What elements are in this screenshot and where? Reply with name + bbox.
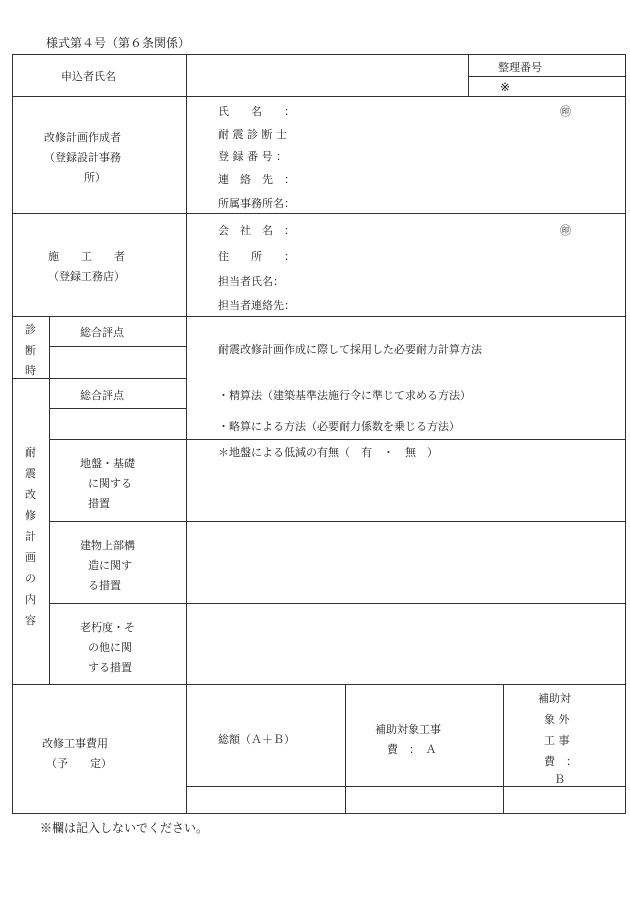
contractor-field-contact: 担当者連絡先：	[218, 299, 295, 312]
row-divider	[12, 378, 186, 379]
cost-nonsubsidy-label: 補助対	[538, 692, 571, 705]
aging-measure-label: 老朽度・そ	[80, 621, 135, 634]
seiri-divider	[468, 76, 625, 77]
renovation-side-label: 内	[25, 593, 36, 606]
upper-measure-label: る措置	[88, 579, 121, 592]
row-divider	[12, 213, 625, 214]
ground-measure-label: 地盤・基礎	[80, 457, 135, 470]
cost-divider	[345, 684, 346, 814]
planner-field-office: 所属事務所名：	[218, 197, 295, 210]
cost-total-label: 総額（Ａ＋Ｂ）	[218, 733, 295, 746]
seiri-label: 整理番号	[498, 61, 542, 74]
planner-label: 所）	[84, 171, 106, 184]
diagnosis-method-text: 耐震改修計画作成に際して採用した必要耐力計算方法	[218, 343, 482, 356]
diagnosis-overall-label: 総合評点	[80, 326, 124, 339]
contractor-label: （登録工務店）	[48, 270, 125, 283]
upper-measure-label: 造に関す	[88, 559, 132, 572]
method-option-ryakusan: ・略算による方法（必要耐力係数を乗じる方法）	[218, 420, 460, 433]
seal-icon: ㊞	[560, 224, 571, 237]
renovation-side-label: 画	[25, 551, 36, 564]
planner-field-number: 登 録 番 号 ：	[218, 150, 287, 163]
row-divider	[12, 316, 625, 317]
renovation-side-label: の	[25, 572, 36, 585]
row-divider	[49, 603, 625, 604]
renovation-side-label: 修	[25, 509, 36, 522]
planner-field-name: 氏 名 ：	[218, 105, 295, 118]
ground-measure-label: に関する	[88, 477, 132, 490]
cost-label: 改修工事費用	[42, 737, 108, 750]
row-divider	[49, 346, 186, 347]
ground-reduction-text: ＊地盤による低減の有無（ 有 ・ 無 ）	[218, 446, 438, 459]
cost-divider	[186, 786, 625, 787]
cost-nonsubsidy-label: 費 ：	[544, 755, 577, 768]
cost-nonsubsidy-label: Ｂ	[554, 773, 565, 786]
cost-nonsubsidy-label: 工 事	[544, 734, 570, 747]
renovation-side-label: 容	[25, 614, 36, 627]
footer-note: ※欄は記入しないでください。	[40, 821, 209, 835]
table-border-bottom	[12, 813, 625, 814]
cost-subsidy-label: 費 ： Ａ	[387, 743, 437, 756]
diagnosis-side-label: 時	[25, 364, 36, 377]
table-border-left	[12, 54, 13, 814]
row-divider	[49, 521, 625, 522]
contractor-field-person: 担当者氏名：	[218, 275, 284, 288]
seal-icon: ㊞	[560, 105, 571, 118]
cost-label: （予 定）	[46, 757, 112, 770]
upper-measure-label: 建物上部構	[80, 539, 135, 552]
side-divider	[49, 316, 50, 684]
row-divider	[49, 408, 186, 409]
cost-nonsubsidy-label: 象 外	[544, 713, 570, 726]
aging-measure-label: の他に関	[88, 641, 132, 654]
renovation-side-label: 計	[25, 530, 36, 543]
diagnosis-side-label: 診	[25, 323, 36, 336]
seiri-divider	[468, 54, 469, 96]
aging-measure-label: する措置	[88, 661, 132, 674]
renovation-side-label: 改	[25, 488, 36, 501]
planner-field-contact: 連 絡 先 ：	[218, 173, 295, 186]
row-divider	[12, 684, 625, 685]
method-option-seisan: ・精算法（建築基準法施行令に準じて求める方法）	[218, 389, 471, 402]
diagnosis-side-label: 断	[25, 344, 36, 357]
table-border-right	[625, 54, 626, 814]
planner-label: 改修計画作成者	[44, 131, 121, 144]
contractor-field-address: 住 所 ：	[218, 250, 295, 263]
renovation-overall-label: 総合評点	[80, 389, 124, 402]
table-border-top	[12, 54, 625, 55]
planner-label: （登録設計事務	[44, 151, 121, 164]
row-divider	[49, 439, 625, 440]
form-title: 様式第４号（第６条関係）	[46, 36, 191, 50]
seiri-mark: ※	[500, 80, 511, 94]
row-divider	[12, 96, 625, 97]
ground-measure-label: 措置	[88, 497, 110, 510]
renovation-side-label: 震	[25, 467, 36, 480]
column-divider	[186, 54, 187, 814]
applicant-label: 申込者氏名	[61, 70, 116, 83]
contractor-label: 施 工 者	[48, 250, 125, 263]
cost-subsidy-label: 補助対象工事	[375, 723, 441, 736]
planner-field-shindanshi: 耐 震 診 断 士	[218, 128, 287, 141]
renovation-side-label: 耐	[25, 446, 36, 459]
cost-divider	[503, 684, 504, 814]
contractor-field-company: 会 社 名 ：	[218, 224, 295, 237]
